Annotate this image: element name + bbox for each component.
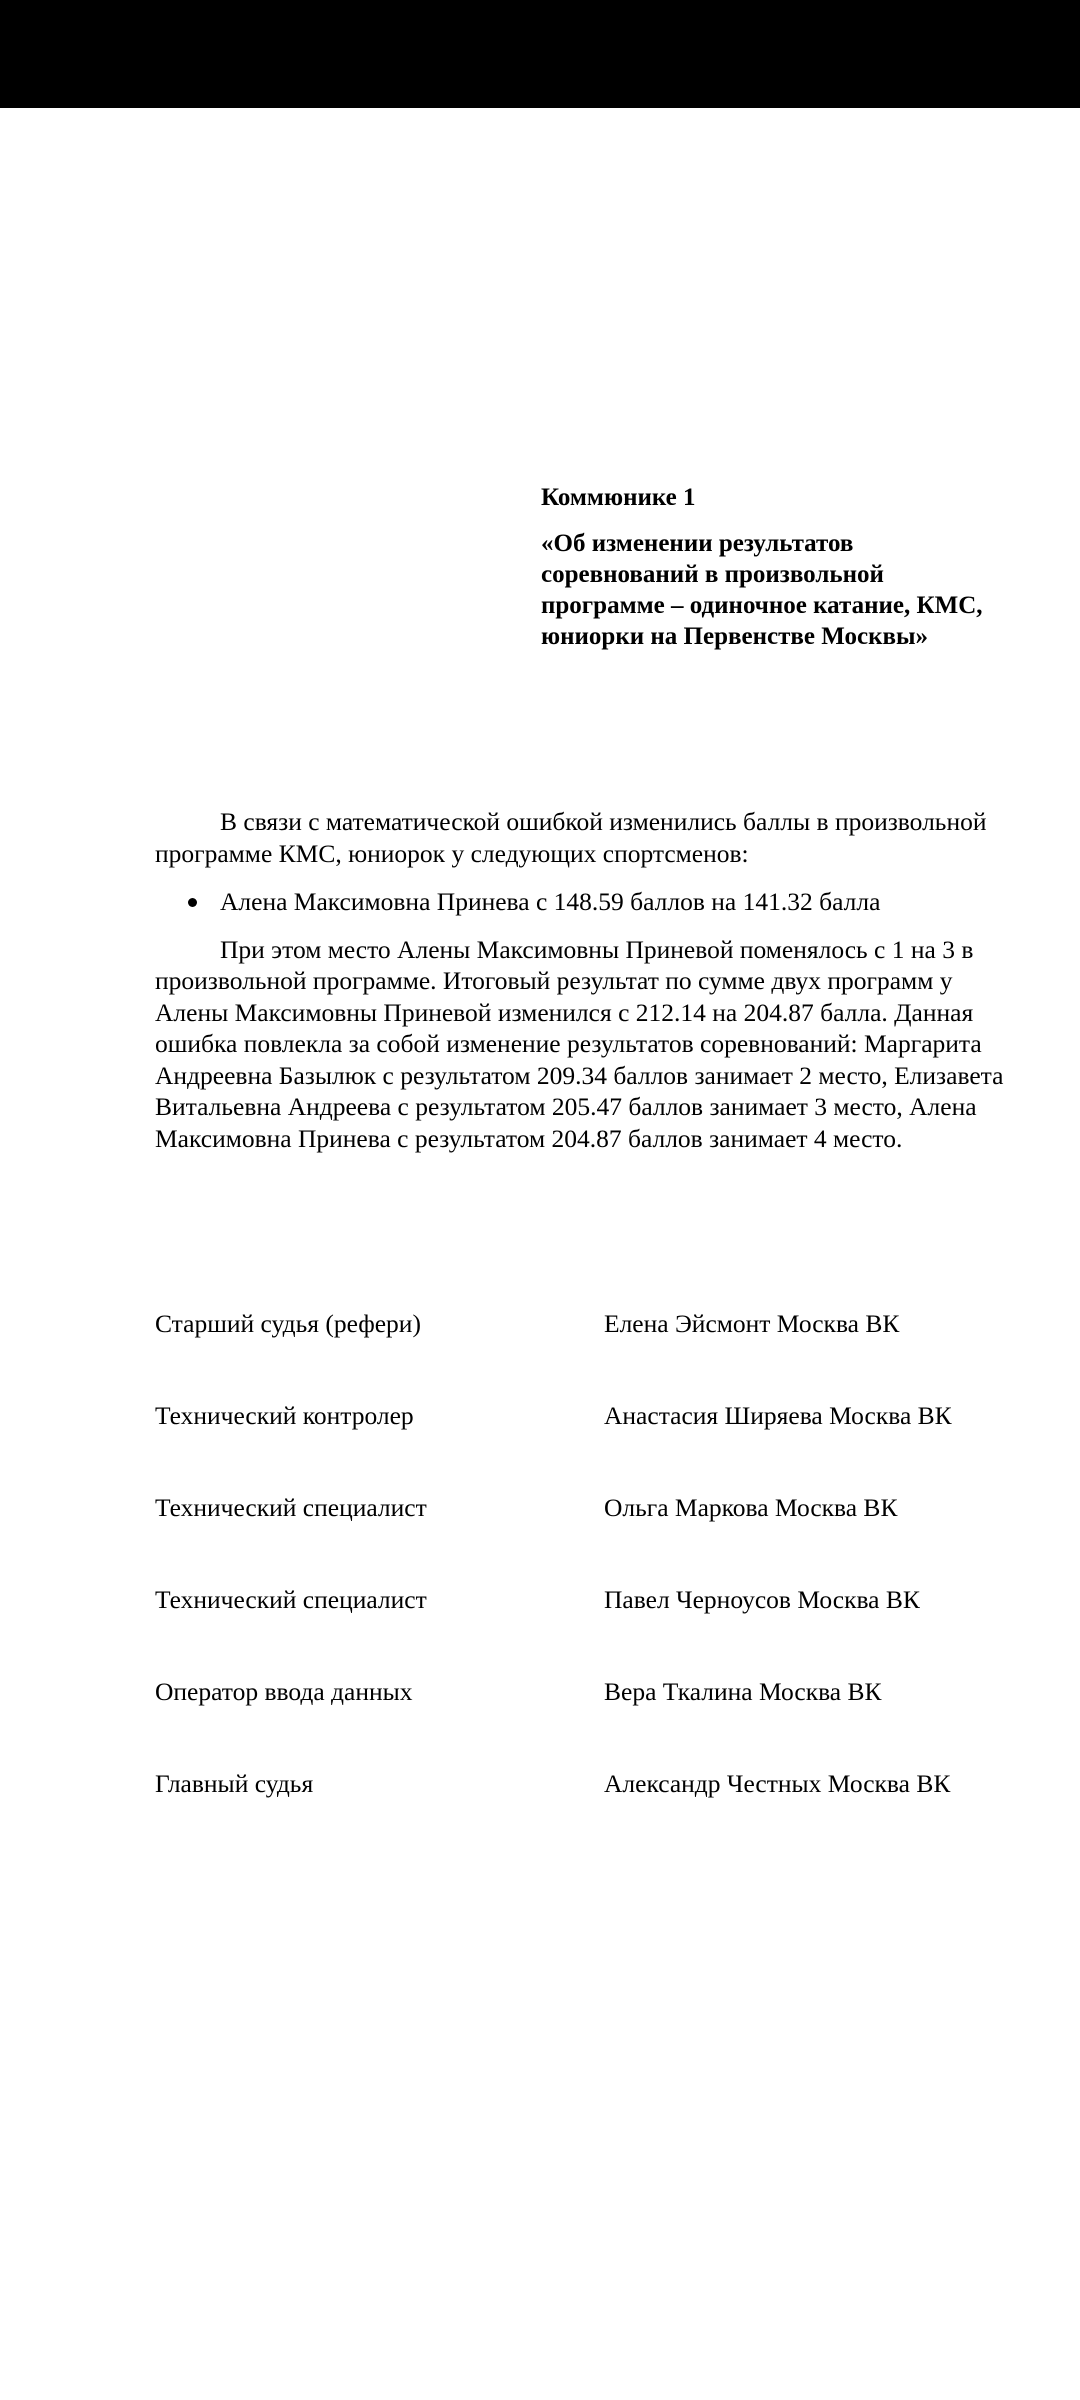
communique-title: «Об изменении результатов соревнований в произвольной программе – одиночное катание, КМС, юниорки на Первенстве Москвы» [541, 530, 983, 650]
score-change-item [155, 886, 1015, 918]
document-heading [541, 482, 1011, 652]
signatory-name: Александр Честных Москва ВК [604, 1769, 951, 1798]
intro-paragraph: В связи с математической ошибкой изменились баллы в произвольной программе КМС, юниорок у следующих спортсменов: [155, 807, 987, 868]
signatory-role: Технический специалист [155, 1585, 427, 1614]
signature-row [155, 1584, 1035, 1676]
signatory-role: Технический контролер [155, 1401, 414, 1430]
document-body [155, 806, 1015, 1154]
result-paragraph: При этом место Алены Максимовны Приневой поменялось с 1 на 3 в произвольной программе. Итоговый результат по сумме двух программ у Алены Максимовны Приневой изменился с 212.14 на 204.87 балла. Данная ошибка повлекла за собой изменение результатов соревнований: Маргарита Андреевна Базылюк с результатом 209.34 баллов занимает 2 место, Елизавета Витальевна Андреева с результатом 205.47 баллов занимает 3 место, Алена Максимовна Принева с результатом 204.87 баллов занимает 4 место. [155, 934, 1004, 1153]
signatory-name: Елена Эйсмонт Москва ВК [604, 1309, 900, 1338]
signatory-role: Оператор ввода данных [155, 1677, 413, 1706]
status-bar [0, 0, 1080, 108]
signatory-role: Технический специалист [155, 1493, 427, 1522]
score-change-text: Алена Максимовна Принева с 148.59 баллов на 141.32 балла [220, 887, 881, 916]
signatory-name: Вера Ткалина Москва ВК [604, 1677, 882, 1706]
signatory-name: Анастасия Ширяева Москва ВК [604, 1401, 952, 1430]
signatory-name: Ольга Маркова Москва ВК [604, 1493, 898, 1522]
signature-row [155, 1308, 1035, 1400]
signature-row [155, 1492, 1035, 1584]
score-change-list [155, 886, 1015, 918]
signatures-table [155, 1308, 1035, 1860]
signature-row [155, 1768, 1035, 1860]
document-page [0, 108, 1080, 2400]
signatory-role: Старший судья (рефери) [155, 1309, 421, 1338]
signature-row [155, 1400, 1035, 1492]
signature-row [155, 1676, 1035, 1768]
communique-number: Коммюнике 1 [541, 484, 696, 511]
signatory-name: Павел Черноусов Москва ВК [604, 1585, 920, 1614]
signatory-role: Главный судья [155, 1769, 314, 1798]
bullet-icon [188, 898, 197, 907]
